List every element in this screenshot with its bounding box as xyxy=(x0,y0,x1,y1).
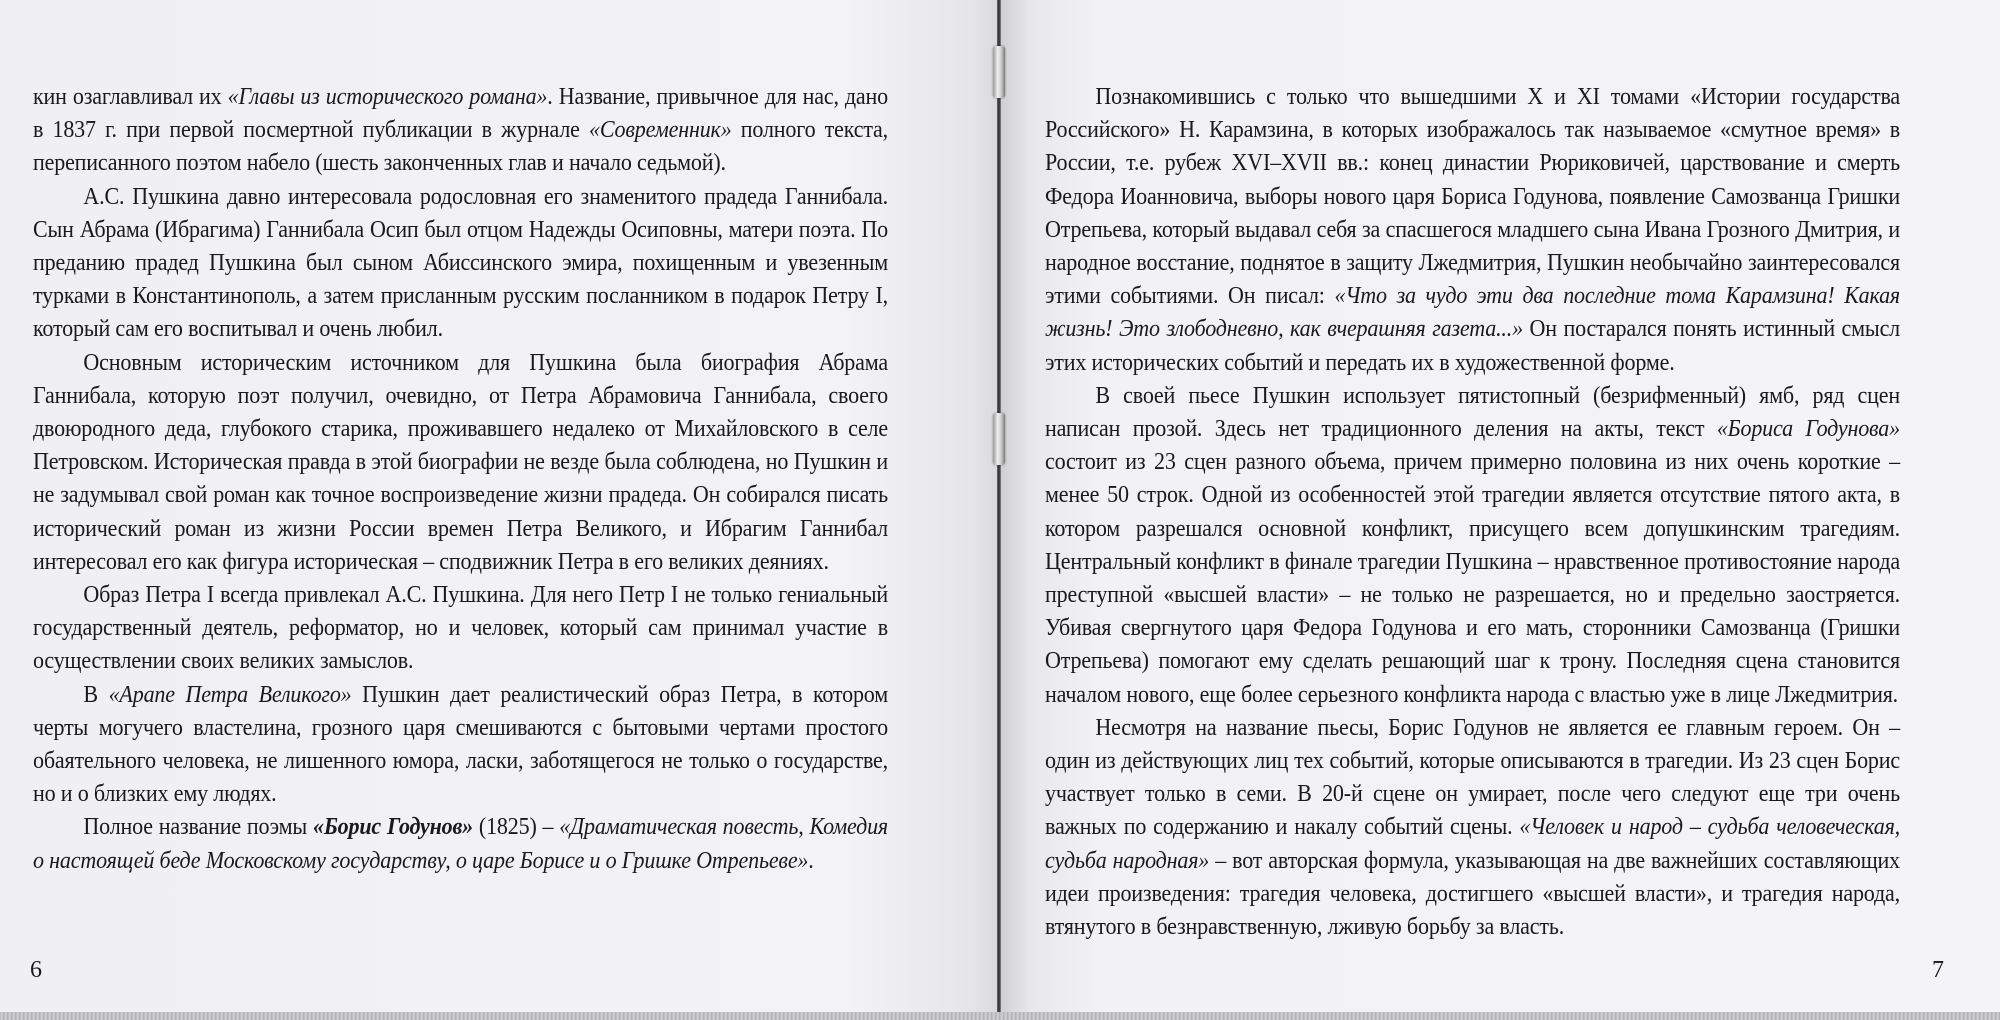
paragraph xyxy=(1045,711,1900,943)
paragraph xyxy=(33,810,888,876)
left-page-text xyxy=(33,80,888,877)
text-run: Пушкин дает реалистический образ Петра, в котором черты могучего властелина, грозного царя смешиваются с бытовыми чертами простого обаятельного человека, не лишенного юмора, ласки, заботящегося не только о государстве, но и о близких ему людях. xyxy=(33,680,889,808)
emphasis-run: «Борис Годунов» xyxy=(312,813,474,841)
emphasis-run: «Современник» xyxy=(589,116,732,144)
staple-top-icon xyxy=(993,46,1005,98)
emphasis-run: «Человек и народ – судьба человеческая, судьба народная» xyxy=(1045,813,1900,874)
emphasis-run: «Драматическая повесть, Комедия о настоящей беде Московскому государству, о царе Борисе и о Гришке Отрепьеве» xyxy=(33,813,888,874)
paragraph xyxy=(33,678,888,811)
emphasis-run: «Арапе Петра Великого» xyxy=(108,680,352,708)
text-run: кин озаглавливал их xyxy=(33,83,228,110)
paragraph xyxy=(1045,379,1900,711)
text-run: В xyxy=(83,680,109,708)
left-page-number: 6 xyxy=(30,957,42,983)
right-page-text xyxy=(1045,80,1900,943)
page-bottom-edge xyxy=(0,1012,2000,1020)
text-run: А.С. Пушкина давно интересовала родословная его знаменитого прадеда Ганнибала. Сын Абрама (Ибрагима) Ганнибала Осип был отцом Надежды Осиповны, матери поэта. По преданию прадед Пушкина был сыном Абиссинского эмира, похищенным и увезенным турками в Константинополь, а затем присланным русским посланником в подарок Петру I, который сам его воспитывал и очень любил. xyxy=(33,182,888,343)
right-page-number: 7 xyxy=(1932,957,1944,983)
text-run: . Название, привычное для нас, дано в 1837 г. при первой посмертной публикации в журнале xyxy=(33,83,888,144)
text-run: . xyxy=(808,846,814,874)
paragraph xyxy=(33,80,888,180)
emphasis-run: «Главы из исторического романа» xyxy=(227,83,548,110)
paragraph xyxy=(1045,80,1900,379)
staple-bottom-icon xyxy=(993,413,1005,465)
text-run: полного текста, переписанного поэтом набело (шесть законченных глав и начало седьмой). xyxy=(33,116,888,177)
text-run: состоит из 23 сцен разного объема, причем примерно половина из них очень короткие – менее 50 строк. Одной из особенностей этой трагедии является отсутствие пятого акта, в котором разрешался основной конфликт, присущего всем допушкинским трагедиям. Центральный конфликт в финале трагедии Пушкина – нравственное противостояние народа преступной «высшей власти» – не только не разрешается, но и предельно заостряется. Убивая свергнутого царя Федора Годунова и его мать, сторонники Самозванца (Гришки Отрепьева) помогают ему сделать решающий шаг к трону. Последняя сцена становится началом нового, еще более серьезного конфликта народа с властью уже в лице Лжедмитрия. xyxy=(1045,448,1900,708)
paragraph xyxy=(33,180,888,346)
left-page xyxy=(0,0,1000,1012)
text-run: – вот авторская формула, указывающая на две важнейших составляющих идеи произведения: трагедия человека, достигшего «высшей власти», и трагедия народа, втянутого в безнравственную, лживую борьбу за власть. xyxy=(1045,846,1900,941)
text-run: Основным историческим источником для Пушкина была биография Абрама Ганнибала, которую поэт получил, очевидно, от Петра Абрамовича Ганнибала, своего двоюродного деда, глубокого старика, проживавшего недалеко от Михайловского в селе Петровском. Историческая правда в этой биографии не везде была соблюдена, но Пушкин и не задумывал свой роман как точное воспроизведение жизни прадеда. Он собирался писать исторический роман из жизни России времен Петра Великого, и Ибрагим Ганнибал интересовал его как фигура историческая – сподвижник Петра в его великих деяниях. xyxy=(33,348,888,575)
emphasis-run: «Бориса Годунова» xyxy=(1716,415,1900,443)
paragraph xyxy=(33,346,888,578)
text-run: Он постарался понять истинный смысл этих исторических событий и передать их в художественной форме. xyxy=(1045,315,1900,376)
text-run: В своей пьесе Пушкин использует пятистопный (безрифменный) ямб, ряд сцен написан прозой. Здесь нет традиционного деления на акты, текст xyxy=(1045,381,1900,443)
text-run: Полное название поэмы xyxy=(83,813,313,841)
right-page xyxy=(1000,0,2000,1012)
text-run: Образ Петра I всегда привлекал А.С. Пушкина. Для него Петр I не только гениальный государственный деятель, реформатор, но и человек, который сам принимал участие в осуществлении своих великих замыслов. xyxy=(33,581,888,675)
text-run: (1825) – xyxy=(473,813,560,841)
text-run: Несмотря на название пьесы, Борис Годунов не является ее главным героем. Он – один из действующих лиц тех событий, которые описываются в трагедии. Из 23 сцен Борис участвует только в семи. В 20-й сцене он умирает, после чего следуют еще три очень важных по содержанию и накалу событий сцены. xyxy=(1045,713,1900,841)
paragraph xyxy=(33,578,888,678)
emphasis-run: «Что за чудо эти два последние тома Карамзина! Какая жизнь! Это злободневно, как вчерашняя газета...» xyxy=(1045,282,1901,343)
text-run: Познакомившись с только что вышедшими X и XI томами «Истории государства Российского» Н. Карамзина, в которых изображалось так называемое «смутное время» в России, т.е. рубеж XVI–XVII вв.: конец династии Рюриковичей, царствование и смерть Федора Иоанновича, выборы нового царя Бориса Годунова, появление Самозванца Гришки Отрепьева, который выдавал себя за спасшегося младшего сына Ивана Грозного Дмитрия, и народное восстание, поднятое в защиту Лжедмитрия, Пушкин необычайно заинтересовался этими событиями. Он писал: xyxy=(1045,83,1900,310)
book-gutter-fold xyxy=(997,0,1001,1012)
